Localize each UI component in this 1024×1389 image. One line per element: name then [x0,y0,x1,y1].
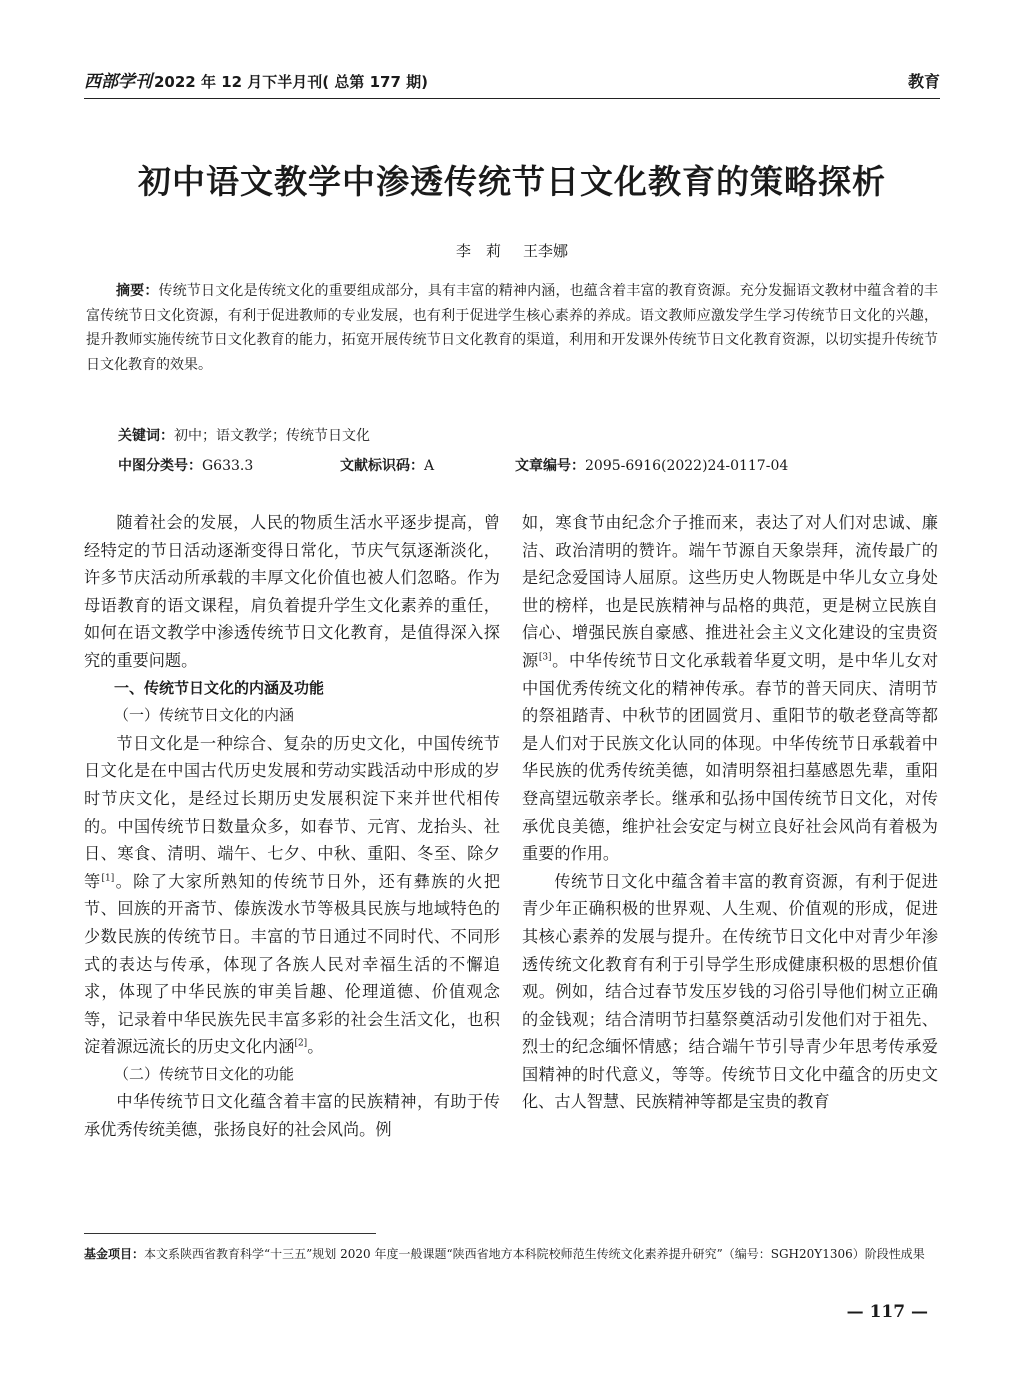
body-paragraph [84,730,500,1061]
abstract-label: 摘要： [116,283,159,299]
document-code [340,455,434,477]
section-heading: 一、传统节日文化的内涵及功能 [114,678,325,697]
citation-ref: [2] [294,1038,308,1049]
footnote-rule [84,1233,376,1234]
clc-code [118,455,253,477]
body-paragraph: 随着社会的发展，人民的物质生活水平逐步提高，曾经特定的节日活动逐渐变得日常化，节庆气氛逐渐淡化，许多节庆活动所承载的丰厚文化价值也被人们忽略。作为母语教育的语文课程，肩负着提升学生文化素养的重任，如何在语文教学中渗透传统节日文化教育，是值得深入探究的重要问题。 [84,513,500,670]
keywords-label: 关键词： [118,428,174,444]
body-paragraph: 中华传统节日文化蕴含着丰富的民族精神，有助于传承优秀传统美德，张扬良好的社会风尚。例 [84,1092,500,1140]
clc-label: 中图分类号： [118,458,202,474]
funding-label: 基金项目： [84,1247,145,1261]
article-value: 2095-6916(2022)24-0117-04 [585,458,789,474]
section-label: 教育 [907,72,940,91]
citation-ref: [3] [538,652,552,663]
body-paragraph: 传统节日文化中蕴含着丰富的教育资源，有利于促进青少年正确积极的世界观、人生观、价值观的形成，促进其核心素养的发展与提升。在传统节日文化中对青少年渗透传统文化教育有利于引导学生形成健康积极的思想价值观。例如，结合过春节发压岁钱的习俗引导他们树立正确的金钱观；结合清明节扫墓祭奠活动引发他们对于祖先、烈士的纪念缅怀情感；结合端午节引导青少年思考传承爱国精神的时代意义，等等。传统节日文化中蕴含的历史文化、古人智慧、民族精神等都是宝贵的教育 [522,871,938,1112]
keywords-text: 初中；语文教学；传统节日文化 [174,428,370,444]
citation-ref: [1] [101,873,115,884]
author-name: 李 莉 [455,242,501,260]
abstract [86,279,938,377]
page-number: — 117 — [846,1302,928,1322]
author-name: 王李娜 [523,242,569,260]
paragraph-text: 。除了大家所熟知的传统节日外，还有彝族的火把节、回族的开斋节、傣族泼水节等极具民族与地域特色的少数民族的传统节日。丰富的节日通过不同时代、不同形式的表达与传承，体现了各族人民对幸福生活的不懈追求，体现了中华民族的审美旨趣、伦理道德、价值观念等，记录着中华民族先民丰富多彩的社会生活文化，也积淀着源远流长的历史文化内涵 [84,871,501,1057]
subsection-heading: （一）传统节日文化的内涵 [114,706,295,725]
right-column [522,509,938,1116]
clc-value: G633.3 [202,458,254,474]
doc-value: A [424,458,435,474]
left-column [84,509,500,1144]
doc-label: 文献标识码： [340,458,424,474]
abstract-text: 传统节日文化是传统文化的重要组成部分，具有丰富的精神内涵，也蕴含着丰富的教育资源。充分发掘语文教材中蕴含着的丰富传统节日文化资源，有利于促进教师的专业发展，也有利于促进学生核心素养的养成。语文教师应激发学生学习传统节日文化的兴趣，提升教师实施传统节日文化教育的能力，拓宽开展传统节日文化教育的渠道，利用和开发课外传统节日文化教育资源，以切实提升传统节日文化教育的效果。 [86,283,939,373]
funding-text: 本文系陕西省教育科学“十三五”规划 2020 年度一般课题“陕西省地方本科院校师范生传统文化素养提升研究”（编号：SGH20Y1306）阶段性成果 [144,1247,925,1261]
paragraph-text: 。 [307,1037,324,1057]
funding-footnote [84,1242,944,1266]
paragraph-text: 如，寒食节由纪念介子推而来，表达了对人们对忠诚、廉洁、政治清明的赞许。端午节源自天象崇拜，流传最广的是纪念爱国诗人屈原。这些历史人物既是中华儿女立身处世的榜样，也是民族精神与品格的典范，更是树立民族自信心、增强民族自豪感、推进社会主义文化建设的宝贵资源 [522,513,938,670]
article-number [515,455,788,477]
issue-info: 2022 年 12 月下半月刊( 总第 177 期) [154,73,428,91]
paragraph-text: 节日文化是一种综合、复杂的历史文化，中国传统节日文化是在中国古代历史发展和劳动实践活动中形成的岁时节庆文化，是经过长期历史发展积淀下来并世代相传的。中国传统节日数量众多，如春节、元宵、龙抬头、社日、寒食、清明、端午、七夕、中秋、重阳、冬至、除夕等 [84,733,500,891]
keywords [118,425,370,447]
journal-logo: 西部学刊 [84,72,152,92]
article-title: 初中语文教学中渗透传统节日文化教育的策略探析 [138,162,886,201]
paragraph-text: 。中华传统节日文化承载着华夏文明，是中华儿女对中国优秀传统文化的精神传承。春节的普天同庆、清明节的祭祖踏青、中秋节的团圆赏月、重阳节的敬老登高等都是人们对于民族文化认同的体现。中华传统节日承载着中华民族的优秀传统美德，如清明祭祖扫墓感恩先辈，重阳登高望远敬亲孝长。继承和弘扬中国传统节日文化，对传承优良美德，维护社会安定与树立良好社会风尚有着极为重要的作用。 [522,650,939,864]
subsection-heading: （二）传统节日文化的功能 [114,1064,295,1083]
author-list [0,241,1024,261]
running-header [84,68,940,99]
body-paragraph [522,509,938,868]
article-label: 文章编号： [515,458,585,474]
